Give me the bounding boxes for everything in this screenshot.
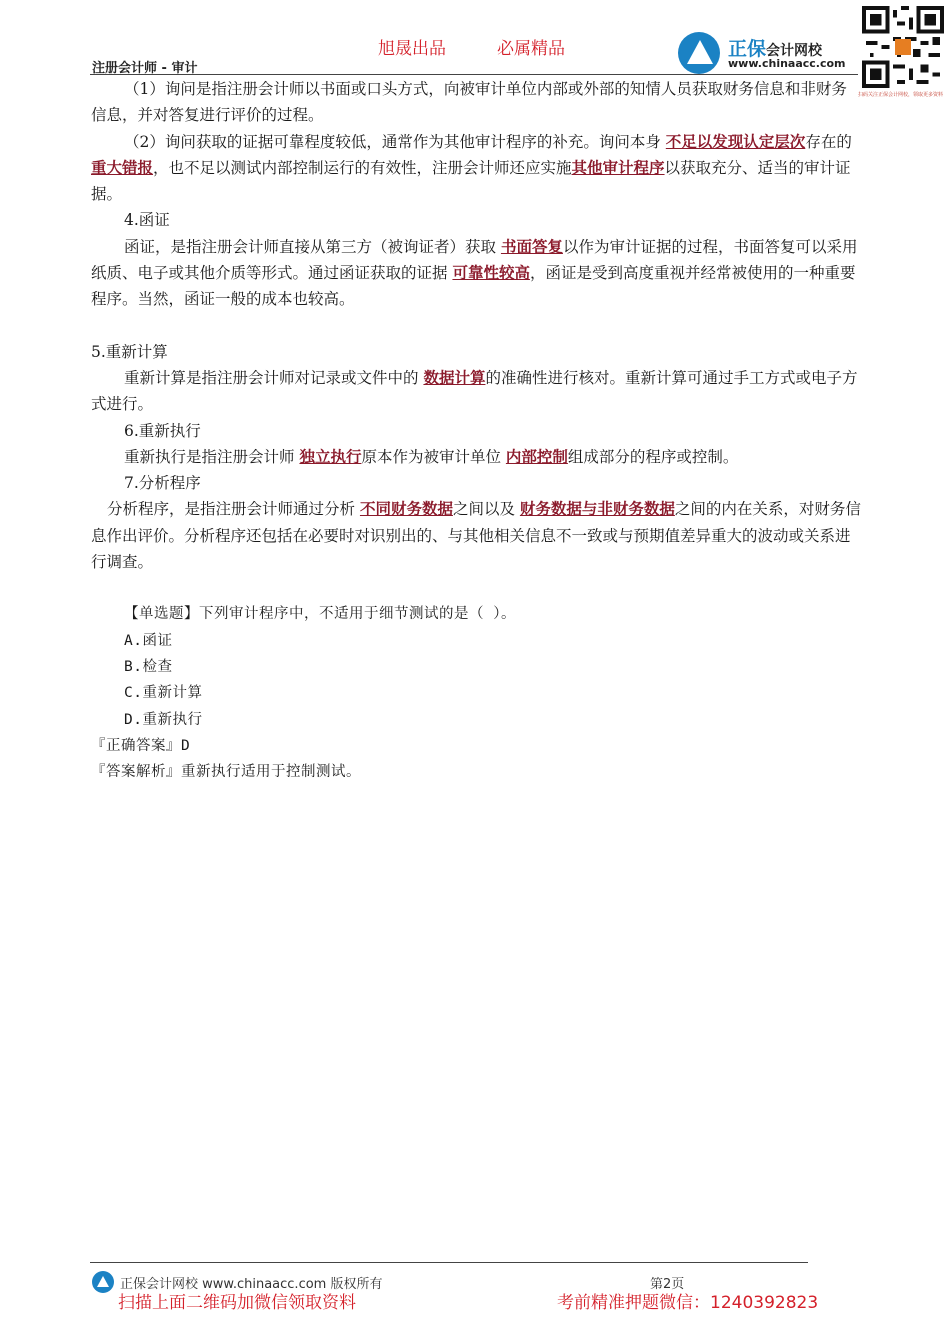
- qr-caption: 扫码关注正保会计网校，领取更多资料: [858, 92, 944, 98]
- qr-code-icon: [862, 6, 944, 88]
- keyword: 其他审计程序: [571, 157, 665, 177]
- keyword: 独立执行: [299, 446, 362, 466]
- keyword: 重大错报: [91, 157, 154, 177]
- page-number: 第2页: [650, 1277, 685, 1292]
- keyword: 可靠性较高: [452, 263, 530, 283]
- paragraph-confirmation: 函证，是指注册会计师直接从第三方（被询证者）获取 书面答复以作为审计证据的过程，书面答复可以采用纸质、电子或其他介质等形式。通过函证获取的证据 可靠性较高，函证是受到高度重视并经常被使用的一种重要程序。当然，函证一般的成本也较高。: [91, 236, 858, 309]
- heading-confirmation: 4.函证: [124, 211, 170, 230]
- paragraph-analytical: 分析程序，是指注册会计师通过分析 不同财务数据之间以及 财务数据与非财务数据之间的内在关系，对财务信息作出评价。分析程序还包括在必要时对识别出的、与其他相关信息不一致或与预期值差异重大的波动或关系进行调查。: [91, 499, 861, 572]
- promo-wechat-contact: 考前精准押题微信：1240392823: [557, 1293, 819, 1313]
- keyword: 不同财务数据: [359, 499, 453, 519]
- paragraph-inquiry-1: （1）询问是指注册会计师以书面或口头方式，向被审计单位内部或外部的知情人员获取财务信息和非财务信息，并对答复进行评价的过程。: [91, 80, 847, 125]
- quiz-option: C.重新计算: [124, 685, 203, 702]
- footer-copyright: 正保会计网校 www.chinaacc.com 版权所有: [120, 1277, 383, 1292]
- keyword: 数据计算: [423, 367, 486, 387]
- footer-divider: [90, 1262, 808, 1263]
- keyword: 书面答复: [500, 236, 563, 256]
- quiz-analysis: 『答案解析』重新执行适用于控制测试。: [91, 764, 361, 781]
- logo-triangle-icon: [687, 40, 713, 64]
- quiz-block: [91, 601, 861, 785]
- chinaacc-logo: [678, 32, 858, 74]
- quiz-option: A.函证: [124, 632, 173, 649]
- keyword: 不足以发现认定层次: [665, 131, 806, 151]
- quiz-question: 【单选题】下列审计程序中，不适用于细节测试的是（ ）。: [124, 606, 516, 623]
- logo-name: 正保会计网校: [728, 38, 823, 60]
- quiz-option: B.检查: [124, 658, 173, 675]
- quiz-answer: 『正确答案』D: [91, 737, 191, 754]
- heading-reperformance: 6.重新执行: [124, 421, 201, 440]
- footer-logo-triangle-icon: [97, 1276, 109, 1287]
- header-divider: [90, 74, 858, 75]
- paragraph-recalculation: 重新计算是指注册会计师对记录或文件中的 数据计算的准确性进行核对。重新计算可通过手工方式或电子方式进行。: [91, 367, 858, 414]
- document-body: [91, 76, 861, 785]
- heading-recalculation: 5.重新计算: [91, 342, 168, 361]
- logo-url: www.chinaacc.com: [728, 57, 846, 70]
- header-slogan-2: 必属精品: [497, 39, 565, 59]
- quiz-option: D.重新执行: [124, 711, 203, 728]
- paragraph-reperformance: 重新执行是指注册会计师 独立执行原本作为被审计单位 内部控制组成部分的程序或控制。: [124, 446, 739, 466]
- promo-wechat-materials: 扫描上面二维码加微信领取资料: [118, 1293, 356, 1313]
- keyword: 财务数据与非财务数据: [519, 499, 675, 519]
- header-slogan-1: 旭晟出品: [378, 39, 446, 59]
- keyword: 内部控制: [505, 446, 568, 466]
- heading-analytical: 7.分析程序: [124, 474, 201, 493]
- course-label: 注册会计师 - 审计: [92, 61, 198, 76]
- paragraph-inquiry-2: （2）询问获取的证据可靠程度较低，通常作为其他审计程序的补充。询问本身 不足以发现认定层次存在的 重大错报，也不足以测试内部控制运行的有效性，注册会计师还应实施其他审计程序以获取充分、适当的审计证据。: [91, 131, 852, 204]
